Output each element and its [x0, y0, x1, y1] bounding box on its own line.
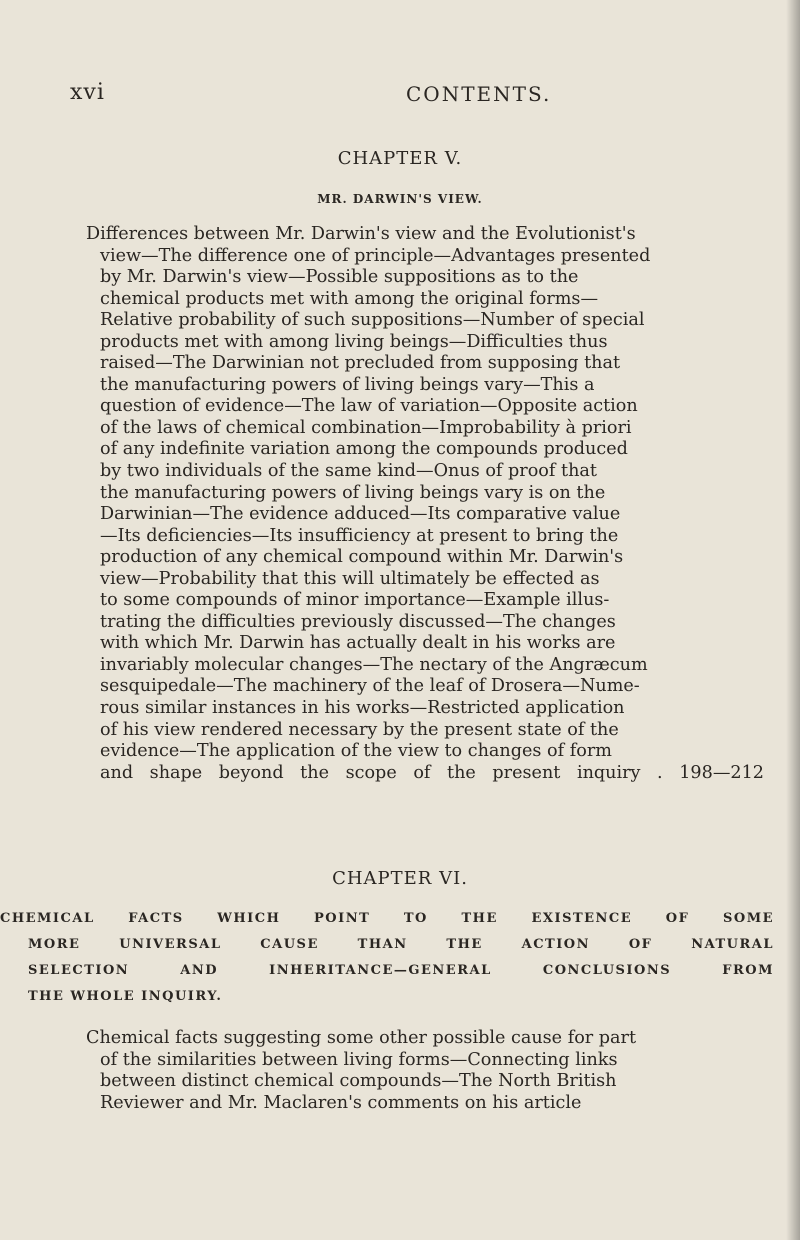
summary-line: evidence—The application of the view to changes of form: [100, 741, 612, 762]
summary-line: by Mr. Darwin's view—Possible suppositions as to the: [100, 267, 579, 288]
summary-line: of the laws of chemical combination—Improbability à priori: [100, 417, 632, 438]
page-edge-shadow: [786, 0, 800, 1240]
summary-line: Chemical facts suggesting some other possible cause for part: [86, 1028, 637, 1048]
summary-line: rous similar instances in his works—Restricted application: [100, 698, 625, 719]
summary-line: the manufacturing powers of living beings vary—This a: [100, 374, 595, 395]
summary-line: products met with among living beings—Difficulties thus: [100, 331, 608, 352]
chapter-6-subtitle: [0, 906, 774, 1010]
summary-line: of his view rendered necessary by the present state of the: [100, 719, 619, 740]
summary-line-with-page-range: and shape beyond the scope of the present inquiry . 198—212: [100, 762, 764, 783]
summary-line: Reviewer and Mr. Maclaren's comments on his article: [100, 1092, 582, 1113]
summary-line: Relative probability of such suppositions—Number of special: [100, 310, 645, 331]
summary-line: of the similarities between living forms—Connecting links: [100, 1049, 618, 1070]
chapter-5-title: CHAPTER V.: [337, 148, 463, 169]
subtitle-line: MORE UNIVERSAL CAUSE THAN THE ACTION OF NATURAL: [28, 937, 774, 952]
running-head: [70, 80, 800, 110]
subtitle-line: THE WHOLE INQUIRY.: [28, 989, 223, 1004]
summary-line: view—The difference one of principle—Advantages presented: [100, 245, 651, 266]
summary-line: invariably molecular changes—The nectary of the Angræcum: [100, 654, 648, 675]
summary-line: Darwinian—The evidence adduced—Its comparative value: [100, 504, 621, 525]
summary-line: with which Mr. Darwin has actually dealt in his works are: [100, 633, 616, 654]
summary-line: between distinct chemical compounds—The North British: [100, 1071, 617, 1092]
summary-line: of any indefinite variation among the compounds produced: [100, 439, 628, 460]
summary-line: trating the difficulties previously discussed—The changes: [100, 611, 616, 632]
summary-line: view—Probability that this will ultimately be effected as: [100, 568, 600, 589]
chapter-6-title: CHAPTER VI.: [332, 868, 468, 889]
summary-line: Differences between Mr. Darwin's view and the Evolutionist's: [86, 224, 636, 244]
summary-line: question of evidence—The law of variation—Opposite action: [100, 396, 638, 417]
summary-line: sesquipedale—The machinery of the leaf of Drosera—Nume-: [100, 676, 640, 697]
summary-line: raised—The Darwinian not precluded from supposing that: [100, 353, 621, 374]
summary-line: production of any chemical compound within Mr. Darwin's: [100, 547, 624, 568]
running-title: CONTENTS.: [406, 82, 552, 106]
chapter-5-summary: [86, 224, 764, 784]
summary-line: chemical products met with among the original forms—: [100, 288, 599, 309]
summary-line: the manufacturing powers of living beings vary is on the: [100, 482, 606, 503]
chapter-6-summary: [86, 1028, 764, 1114]
subtitle-line: CHEMICAL FACTS WHICH POINT TO THE EXISTENCE OF SOME: [0, 911, 774, 926]
summary-line: to some compounds of minor importance—Example illus-: [100, 590, 610, 611]
page-number: xvi: [70, 80, 105, 105]
subtitle-line: SELECTION AND INHERITANCE—GENERAL CONCLUSIONS FROM: [28, 963, 774, 978]
chapter-5-subtitle: MR. DARWIN'S VIEW.: [317, 192, 483, 206]
summary-line: by two individuals of the same kind—Onus of proof that: [100, 461, 597, 482]
summary-line: —Its deficiencies—Its insufficiency at present to bring the: [100, 525, 619, 546]
